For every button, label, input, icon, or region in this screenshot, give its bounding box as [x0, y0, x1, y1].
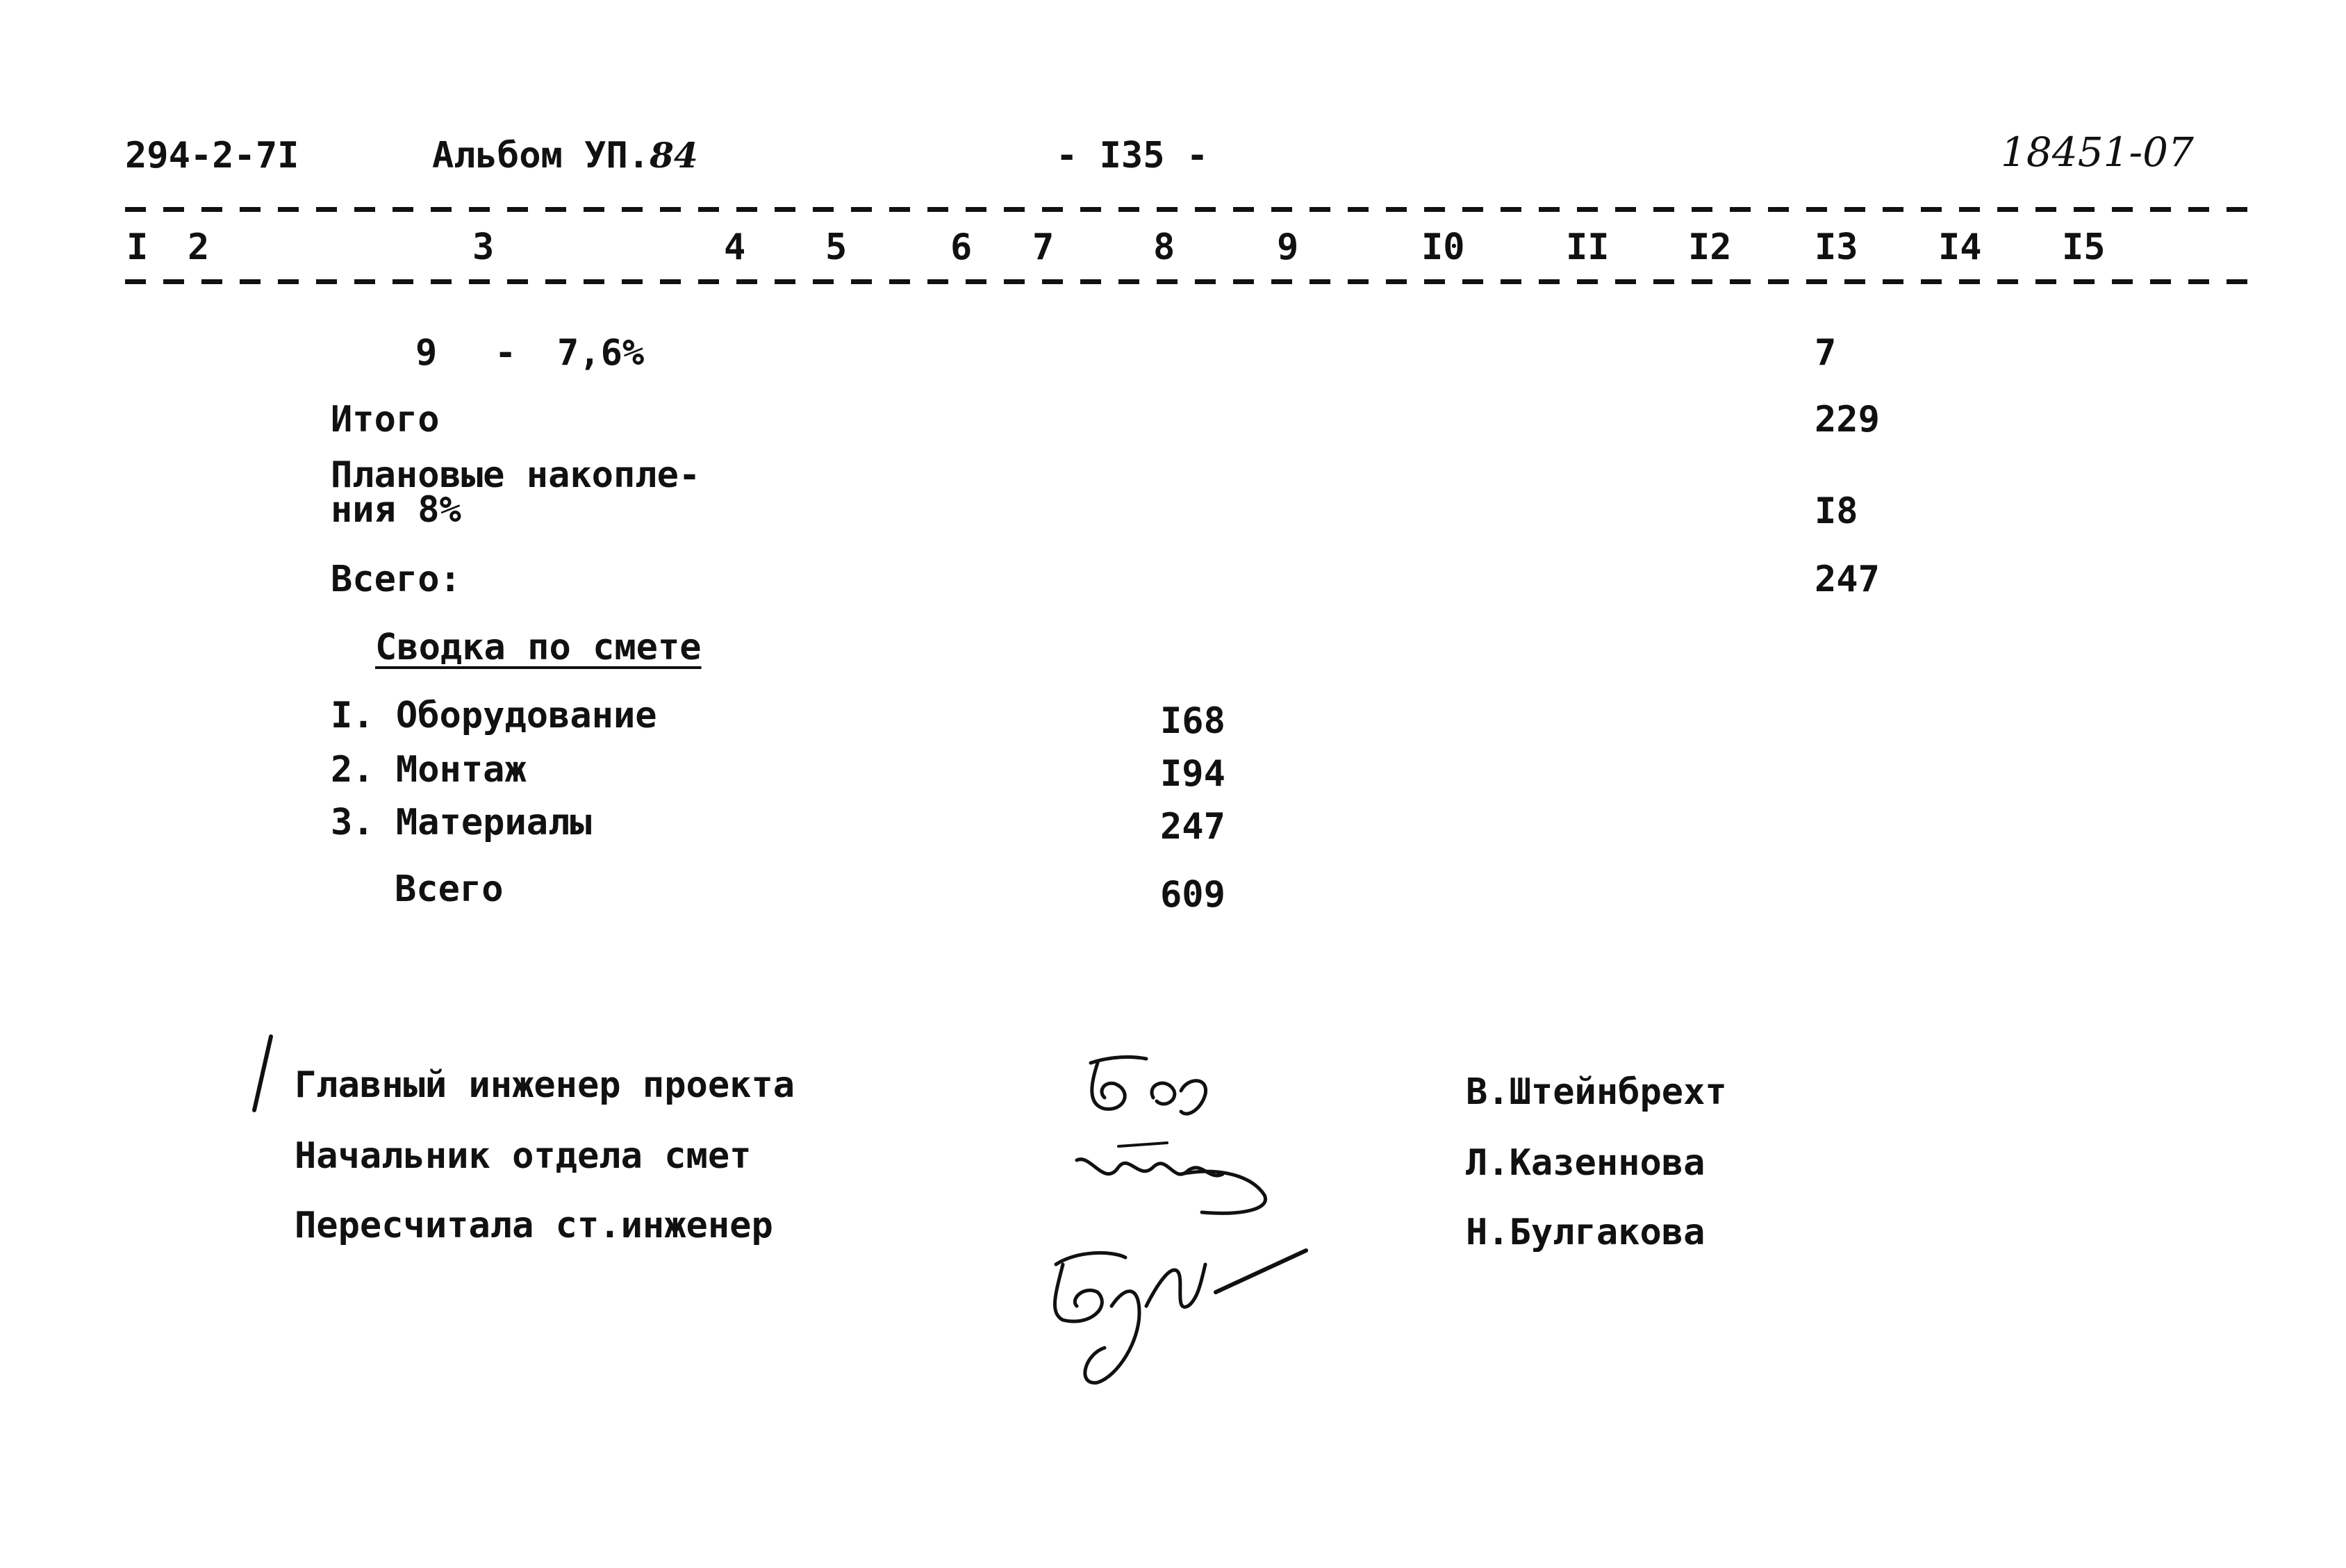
- column-number: I: [126, 226, 149, 268]
- row-label: 7,6%: [557, 332, 645, 374]
- row-value: I8: [1815, 490, 1858, 532]
- column-number: 9: [1277, 226, 1299, 268]
- rule-bottom: [125, 279, 2251, 284]
- column-number: I2: [1688, 226, 1732, 268]
- row-label: -: [495, 332, 517, 374]
- signatory-role: Пересчитала ст.инженер: [295, 1205, 773, 1246]
- column-number: 6: [950, 226, 973, 268]
- row-label: Итого: [331, 399, 440, 440]
- row-value: 247: [1815, 559, 1880, 600]
- column-number: 4: [724, 226, 746, 268]
- album-label: [432, 135, 698, 176]
- document-code: 294-2-7I: [125, 135, 299, 176]
- album-text: Альбом УП.: [432, 135, 650, 176]
- rule-top: [125, 207, 2251, 212]
- margin-stroke: [250, 1032, 278, 1116]
- album-number-handwritten: 84: [650, 135, 698, 176]
- column-number: 5: [825, 226, 848, 268]
- column-number: II: [1566, 226, 1610, 268]
- summary-label: I. Оборудование: [331, 695, 657, 736]
- handwritten-signature-3: [1035, 1237, 1327, 1396]
- summary-value: 247: [1160, 806, 1225, 848]
- handwritten-signature-1: [1077, 1042, 1257, 1125]
- column-number: 3: [472, 226, 495, 268]
- signatory-name: Н.Булгакова: [1466, 1212, 1705, 1253]
- summary-label: 2. Монтаж: [331, 749, 527, 791]
- row-label: ния 8%: [331, 489, 461, 531]
- handwritten-signature-2: [1063, 1132, 1285, 1230]
- row-label: 9: [415, 332, 438, 374]
- signatory-role: Главный инженер проекта: [295, 1064, 795, 1106]
- column-number: 7: [1032, 226, 1055, 268]
- column-number: I4: [1938, 226, 1982, 268]
- summary-total-label: Всего: [395, 868, 504, 910]
- row-value: 7: [1815, 332, 1837, 374]
- column-number: I5: [2062, 226, 2106, 268]
- signatory-name: Л.Казеннова: [1466, 1142, 1705, 1184]
- column-number: 2: [188, 226, 210, 268]
- signatory-role: Начальник отдела смет: [295, 1135, 752, 1177]
- summary-value: I94: [1160, 753, 1225, 795]
- page-number: - I35 -: [1056, 135, 1209, 176]
- signatory-name: В.Штейнбрехт: [1466, 1071, 1727, 1113]
- summary-value: I68: [1160, 700, 1225, 742]
- summary-title: Сводка по смете: [375, 627, 702, 668]
- column-number: 8: [1153, 226, 1175, 268]
- row-label: Всего:: [331, 559, 461, 600]
- document-number-handwritten: 18451-07: [2001, 129, 2194, 176]
- column-number: I3: [1815, 226, 1858, 268]
- summary-label: 3. Материалы: [331, 802, 592, 843]
- row-value: 229: [1815, 399, 1880, 440]
- row-label: Плановые накопле-: [331, 454, 701, 496]
- column-number: I0: [1421, 226, 1465, 268]
- summary-total-value: 609: [1160, 874, 1225, 916]
